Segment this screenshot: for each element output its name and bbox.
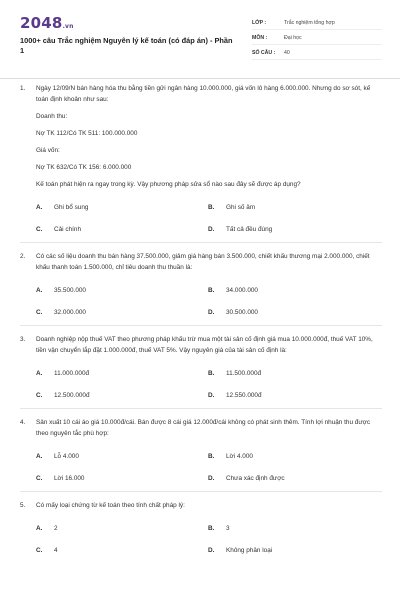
question-2 [20,251,382,323]
question-separator [20,242,382,243]
option-text: Chưa xác định được [226,474,285,482]
option-c[interactable] [36,547,208,554]
option-b[interactable] [208,525,380,532]
answer-options [36,279,382,323]
option-letter: A. [36,286,43,294]
option-letter: D. [208,308,215,316]
option-letter: B. [208,203,215,211]
option-text: 2 [54,524,58,532]
question-extra-line: Kế toán phát hiện ra ngay trong kỳ. Vậy phương pháp sửa sổ nào sau đây sẽ được áp dụng? [36,181,301,188]
option-letter: B. [208,452,215,460]
option-b[interactable] [208,453,380,460]
option-text: 32.000.000 [54,308,86,316]
option-letter: A. [36,452,43,460]
question-number: 1. [20,85,26,92]
meta-subject-row [252,31,382,45]
option-text: Ghi số âm [226,203,256,211]
option-a[interactable] [36,525,208,532]
answer-options [36,196,382,240]
question-extra-line: Nợ TK 112/Có TK 511: 100.000.000 [36,130,138,137]
question-extra-line: Giá vốn: [36,147,60,154]
option-letter: B. [208,286,215,294]
question-text: Doanh nghiệp nộp thuế VAT theo phương pháp khấu trừ mua một tài sản cố định giá mua 10.000.000đ, thuế VAT 10%, tiền vận chuyển lắp đặt 1.000.000đ, thuế VAT 5%. Vậy nguyên giá của tài sản cố định là: [36,336,373,354]
question-number: 5. [20,502,26,509]
question-3 [20,334,382,406]
meta-class-label: LỚP : [252,19,267,26]
option-text: Lời 16.000 [54,474,85,482]
option-c[interactable] [36,475,208,482]
meta-info [252,16,382,61]
option-text: Lời 4.000 [226,452,253,460]
option-d[interactable] [208,392,380,399]
option-a[interactable] [36,287,208,294]
question-extra-line: Doanh thu: [36,113,68,120]
question-text: Ngày 12/09/N bán hàng hóa thu bằng tiền gửi ngân hàng 10.000.000, giá vốn lô hàng 6.000.000. Nhưng do sơ sót, kế toán định khoản như sau: [36,85,371,103]
logo-main: 2048 [20,14,63,32]
document-title: 1000+ câu Trắc nghiệm Nguyên lý kế toán (có đáp án) - Phần 1 [20,36,233,55]
question-number: 3. [20,336,26,343]
option-text: 12.500.000đ [54,391,90,399]
option-letter: A. [36,524,43,532]
question-text: Có các số liệu doanh thu bán hàng 37.500.000, giảm giá hàng bán 3.500.000, chiết khấu thương mại 2.000.000, chiết khấu thanh toán 1.500.000, chỉ tiêu doanh thu thuần là: [36,253,370,271]
option-letter: C. [36,546,43,554]
option-b[interactable] [208,370,380,377]
question-separator [20,325,382,326]
option-b[interactable] [208,287,380,294]
option-letter: A. [36,369,43,377]
option-d[interactable] [208,547,380,554]
answer-options [36,517,382,561]
option-letter: C. [36,225,43,233]
question-number: 2. [20,253,26,260]
option-d[interactable] [208,226,380,233]
meta-count-value: 40 [284,49,290,56]
meta-subject-value: Đại học [284,34,302,41]
option-letter: C. [36,308,43,316]
meta-subject-label: MÔN : [252,34,268,41]
option-text: Không phân loại [226,546,273,554]
option-text: 11.500.000đ [226,369,262,377]
option-text: 12.550.000đ [226,391,262,399]
option-d[interactable] [208,309,380,316]
answer-options [36,362,382,406]
option-letter: C. [36,474,43,482]
option-text: Lỗ 4.000 [54,452,79,460]
question-list [20,83,382,561]
option-text: 11.000.000đ [54,369,90,377]
option-text: 3 [226,524,230,532]
option-a[interactable] [36,370,208,377]
option-a[interactable] [36,204,208,211]
option-text: Ghi bổ sung [54,203,89,211]
document-header [0,0,400,74]
header-divider [0,78,400,79]
option-letter: D. [208,474,215,482]
meta-class-value: Trắc nghiệm tổng hợp [284,19,335,26]
question-text: Có mấy loại chứng từ kế toán theo tính chất pháp lý: [36,502,185,509]
option-text: 35.500.000 [54,286,86,294]
question-5 [20,500,382,561]
option-c[interactable] [36,309,208,316]
logo-tld: .vn [62,23,74,30]
option-letter: A. [36,203,43,211]
question-4 [20,417,382,489]
question-extra-line: Nợ TK 632/Có TK 156: 6.000.000 [36,164,132,171]
option-c[interactable] [36,226,208,233]
option-letter: B. [208,524,215,532]
meta-class-row [252,16,382,30]
option-text: Cải chính [54,225,81,233]
option-letter: D. [208,225,215,233]
option-letter: B. [208,369,215,377]
meta-count-row [252,46,382,60]
meta-count-label: SỐ CÂU : [252,49,276,56]
option-b[interactable] [208,204,380,211]
question-1 [20,83,382,240]
question-text: Sản xuất 10 cái áo giá 10.000đ/cái. Bán được 8 cái giá 12.000đ/cái không có phát sinh thêm. Tính lợi nhuận thu được theo nguyên tắc phù hợp: [36,419,371,437]
option-text: 4 [54,546,58,554]
option-text: 34.000.000 [226,286,258,294]
answer-options [36,445,382,489]
option-text: Tất cả đều đúng [226,225,273,233]
option-letter: D. [208,546,215,554]
option-letter: D. [208,391,215,399]
option-letter: C. [36,391,43,399]
question-separator [20,408,382,409]
question-number: 4. [20,419,26,426]
option-a[interactable] [36,453,208,460]
option-text: 30.500.000 [226,308,258,316]
question-separator [20,491,382,492]
option-d[interactable] [208,475,380,482]
option-c[interactable] [36,392,208,399]
